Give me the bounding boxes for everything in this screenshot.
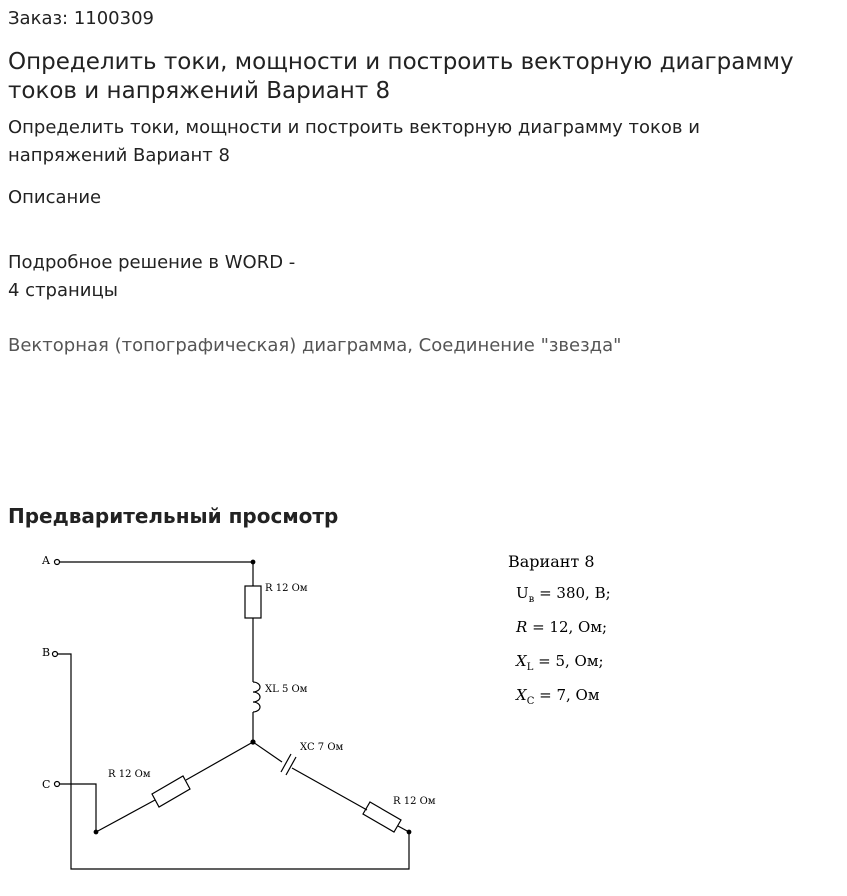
page-title: Определить токи, мощности и построить векторную диаграмму токов и напряжений Вариант 8: [8, 49, 794, 104]
param-xl: $X_L = 5$, Ом;: [516, 652, 604, 673]
wire-b-return: [58, 654, 409, 869]
param-xc: $X_C = 7$, Ом: [516, 686, 600, 707]
inductor-coil: [253, 682, 260, 712]
description-text: [8, 249, 295, 305]
terminal-c: [55, 782, 60, 787]
preview-heading: Предварительный просмотр: [8, 504, 339, 528]
order-number: Заказ: 1100309: [8, 8, 154, 29]
tags-line: Векторная (топографическая) диаграмма, Соединение "звезда": [8, 335, 622, 356]
label-resistor-a: R 12 Ом: [265, 583, 308, 594]
wire-c-upper: [186, 742, 253, 780]
resistor-c: [152, 776, 190, 807]
wire-b-upper: [253, 742, 282, 762]
label-c: C: [42, 778, 51, 791]
wire-c-return: [60, 784, 96, 832]
param-voltage: $U_в = 380$, В;: [516, 584, 611, 605]
param-resistance: R = 12, Ом;: [516, 618, 608, 636]
preview-image: [0, 540, 847, 896]
description-line-2: 4 страницы: [8, 280, 118, 301]
label-inductor: XL 5 Ом: [265, 684, 308, 695]
page-subtitle: Определить токи, мощности и построить векторную диаграмму токов и напряжений Вариант 8: [8, 117, 700, 166]
label-a: A: [42, 554, 50, 567]
description-line-1: Подробное решение в WORD -: [8, 252, 296, 273]
wire-b-mid: [292, 768, 367, 810]
circuit-schematic: [0, 540, 847, 896]
terminal-b: [53, 652, 58, 657]
label-capacitor: XC 7 Ом: [300, 742, 344, 753]
description-heading: Описание: [8, 187, 102, 208]
terminal-a: [55, 560, 60, 565]
wire-c-lower: [96, 800, 155, 832]
label-resistor-c: R 12 Ом: [108, 769, 151, 780]
label-b: B: [42, 646, 51, 659]
resistor-a: [245, 586, 261, 618]
label-resistor-b: R 12 Ом: [393, 796, 436, 807]
variant-title: Вариант 8: [508, 552, 595, 571]
